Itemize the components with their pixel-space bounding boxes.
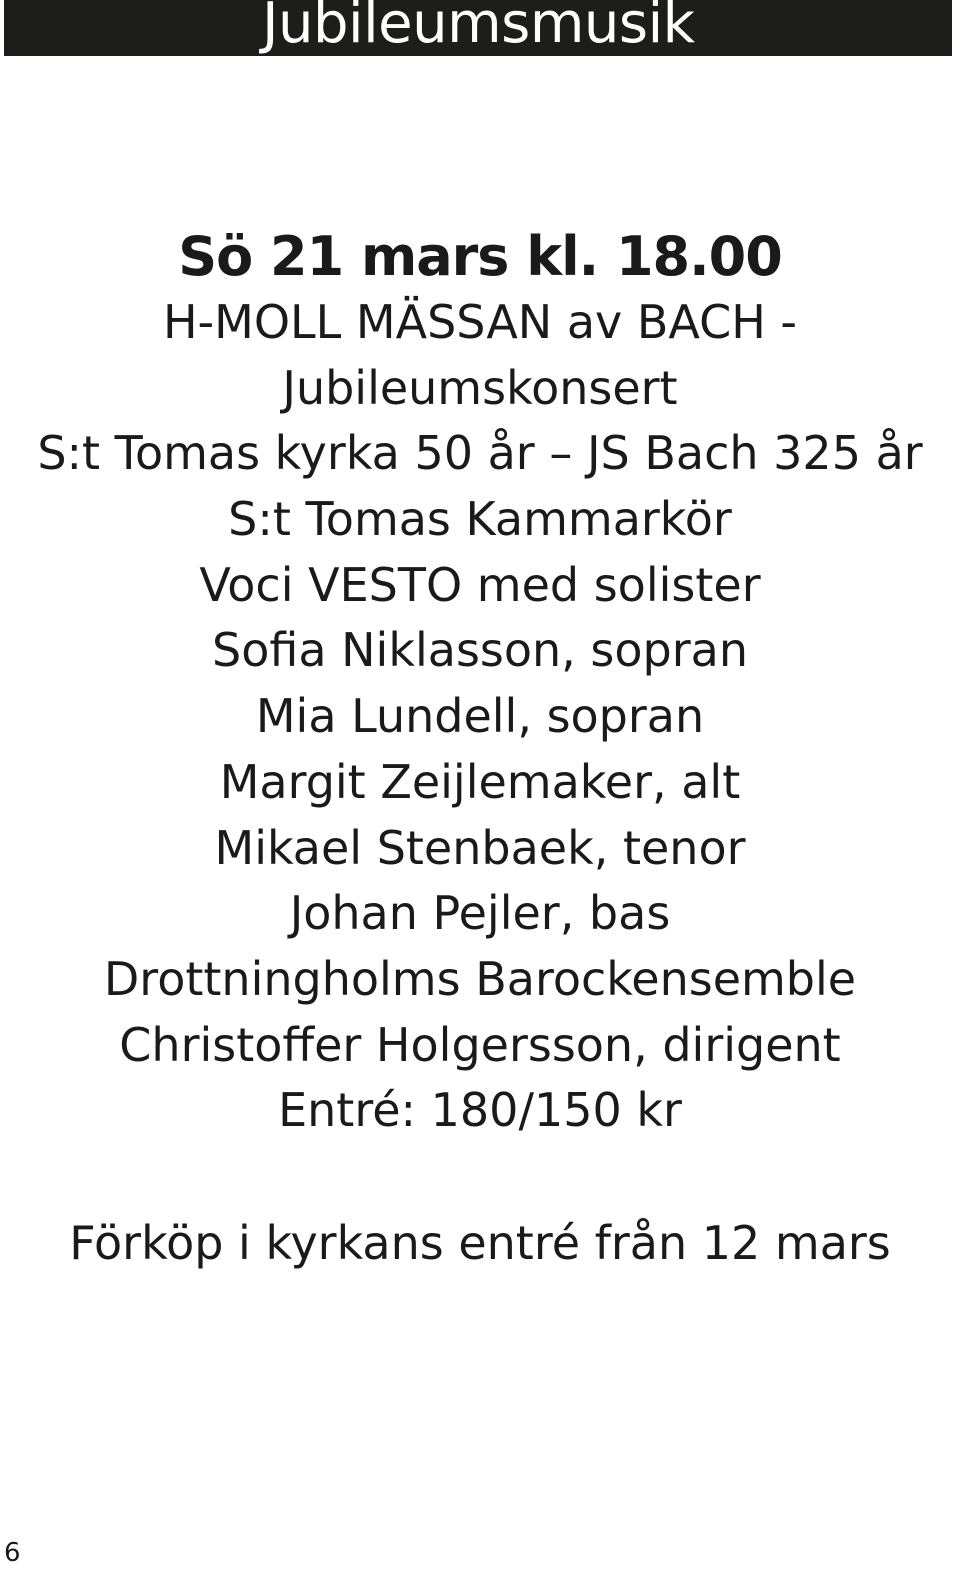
ticket-price: Entré: 180/150 kr xyxy=(278,1083,682,1138)
presale-info: Förköp i kyrkans entré från 12 mars xyxy=(69,1216,891,1270)
performer-orchestra: Drottningholms Barockensemble xyxy=(103,951,857,1006)
section-title: Jubileumsmusik xyxy=(262,0,695,56)
section-header-bar xyxy=(4,0,952,56)
event-subtitle: Jubileumskonsert xyxy=(282,360,678,415)
performer-ensemble: Voci VESTO med solister xyxy=(199,557,761,612)
soloist-soprano-2: Mia Lundell, sopran xyxy=(255,689,705,744)
event-anniversary: S:t Tomas kyrka 50 år – JS Bach 325 år xyxy=(37,426,923,481)
soloist-tenor: Mikael Stenbaek, tenor xyxy=(214,820,746,875)
soloist-bass: Johan Pejler, bas xyxy=(289,886,671,941)
event-block xyxy=(0,224,960,1144)
page-number: 6 xyxy=(4,1538,21,1568)
performer-choir: S:t Tomas Kammarkör xyxy=(228,492,732,547)
event-date: Sö 21 mars kl. 18.00 xyxy=(178,225,782,288)
soloist-soprano-1: Sofia Niklasson, sopran xyxy=(212,623,748,678)
soloist-alto: Margit Zeijlemaker, alt xyxy=(219,754,741,809)
event-title: H-MOLL MÄSSAN av BACH - xyxy=(162,295,798,349)
conductor: Christoffer Holgersson, dirigent xyxy=(119,1017,841,1072)
